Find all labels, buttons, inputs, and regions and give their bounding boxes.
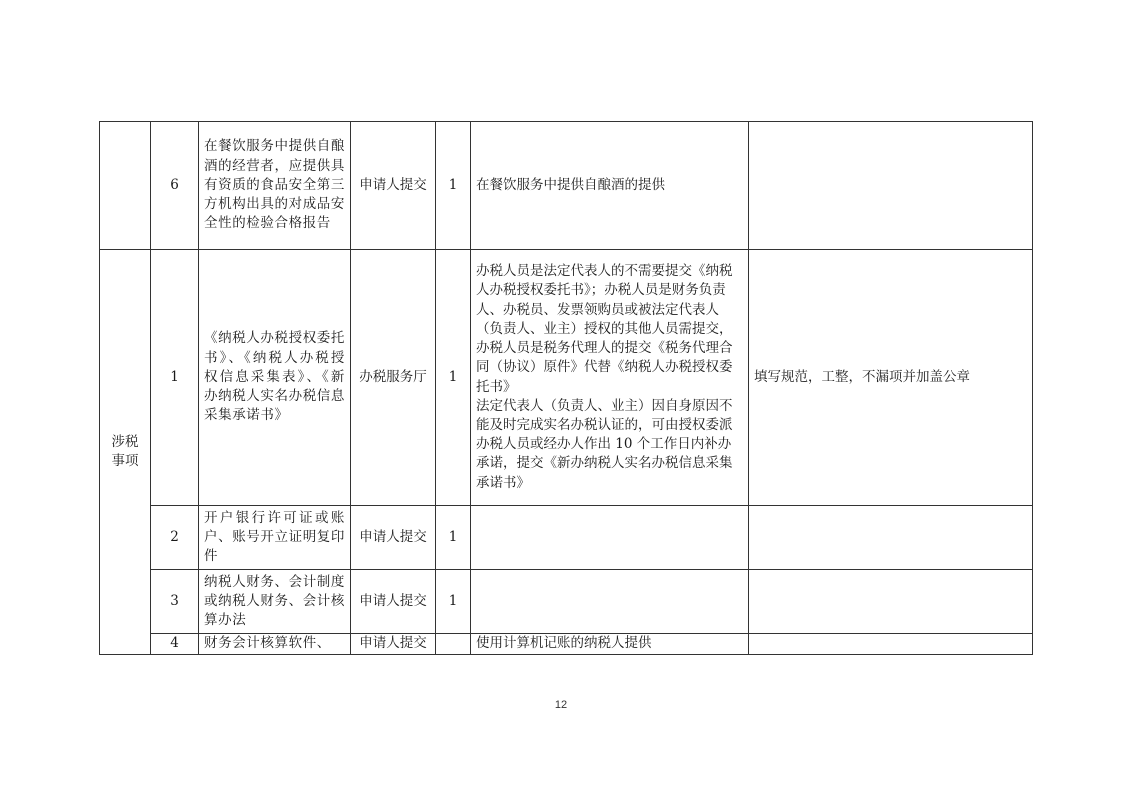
material-source: 申请人提交 [351, 506, 436, 570]
material-source: 办税服务厅 [351, 250, 436, 506]
material-note: 在餐饮服务中提供自酿酒的提供 [471, 122, 749, 250]
material-name: 《纳税人办税授权委托书》、《纳税人办税授权信息采集表》、《新办纳税人实名办税信息采集承诺书》 [199, 250, 351, 506]
category-tax-matters [100, 250, 151, 655]
category-label-line1: 涉税 [111, 433, 139, 450]
item-number: 1 [151, 250, 199, 506]
material-quantity: 1 [436, 570, 471, 634]
material-quantity: 1 [436, 506, 471, 570]
category-label-line2: 事项 [111, 453, 139, 469]
item-number: 2 [151, 506, 199, 570]
table-row [100, 506, 1033, 570]
material-name: 开户银行许可证或账户、账号开立证明复印件 [199, 506, 351, 570]
material-source: 申请人提交 [351, 570, 436, 634]
material-requirement [749, 506, 1033, 570]
item-number: 4 [151, 634, 199, 655]
table-row [100, 250, 1033, 506]
material-quantity [436, 634, 471, 655]
material-requirement: 填写规范，工整，不漏项并加盖公章 [749, 250, 1033, 506]
item-number: 3 [151, 570, 199, 634]
note-paragraph-1: 办税人员是法定代表人的不需要提交《纳税人办税授权委托书》；办税人员是财务负责人、办税员、发票领购员或被法定代表人（负责人、业主）授权的其他人员需提交，办税人员是税务代理人的提交《税务代理合同（协议）原件》代替《纳税人办税授权委托书》 [476, 263, 733, 395]
note-paragraph-2: 法定代表人（负责人、业主）因自身原因不能及时完成实名办税认证的，可由授权委派办税人员或经办人作出 10 个工作日内补办承诺，提交《新办纳税人实名办税信息采集承诺书》 [476, 397, 733, 491]
material-source: 申请人提交 [351, 634, 436, 655]
materials-table [99, 121, 1033, 655]
material-quantity: 1 [436, 250, 471, 506]
page-number: 12 [554, 699, 568, 711]
material-note [471, 250, 749, 506]
material-note [471, 506, 749, 570]
material-requirement [749, 570, 1033, 634]
item-number: 6 [151, 122, 199, 250]
table-row [100, 122, 1033, 250]
table-row [100, 570, 1033, 634]
material-source: 申请人提交 [351, 122, 436, 250]
material-quantity: 1 [436, 122, 471, 250]
table-row [100, 634, 1033, 655]
material-name: 财务会计核算软件、 [199, 634, 351, 655]
category-cell-prev [100, 122, 151, 250]
material-name: 在餐饮服务中提供自酿酒的经营者，应提供具有资质的食品安全第三方机构出具的对成品安全性的检验合格报告 [199, 122, 351, 250]
material-name: 纳税人财务、会计制度或纳税人财务、会计核算办法 [199, 570, 351, 634]
material-requirement [749, 634, 1033, 655]
material-note: 使用计算机记账的纳税人提供 [471, 634, 749, 655]
material-note [471, 570, 749, 634]
material-requirement [749, 122, 1033, 250]
